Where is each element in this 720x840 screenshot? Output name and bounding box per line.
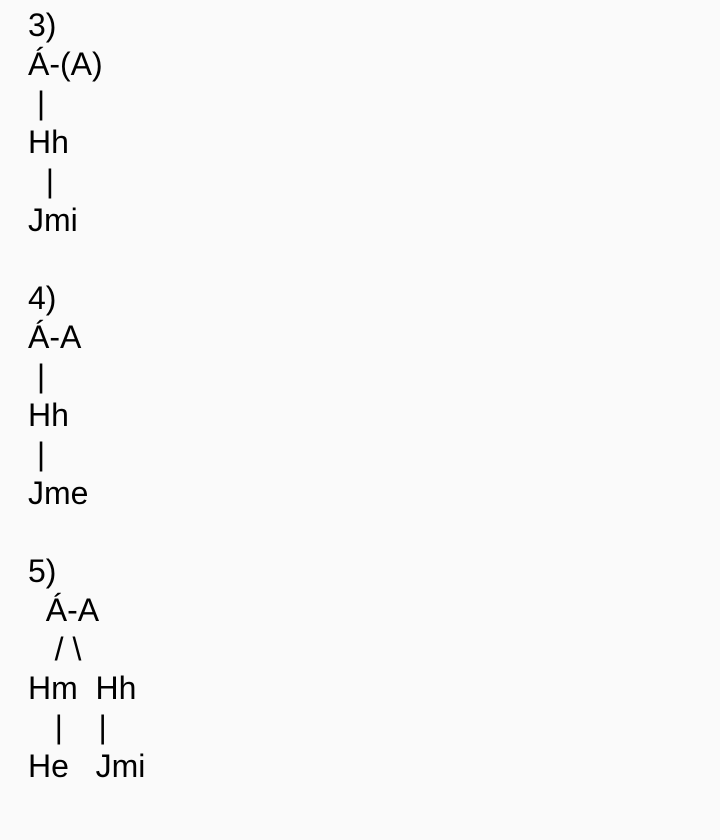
tree-root-node: Á-(A) xyxy=(28,46,103,82)
tree-middle-node: Hh xyxy=(28,397,69,433)
tree-branch-pipes: | | xyxy=(28,709,107,745)
tree-branch-pipe: | xyxy=(28,358,46,394)
tree-diagram-3 xyxy=(28,6,710,240)
tree-branch-pipe: | xyxy=(28,163,55,199)
tree-diagram-4 xyxy=(28,279,710,513)
tree-branch-pipe: | xyxy=(28,85,46,121)
tree-branch-pipe: | xyxy=(28,436,46,472)
tree-middle-nodes: Hm Hh xyxy=(28,670,137,706)
tree-diagram-5 xyxy=(28,552,710,786)
tree-leaf-nodes: He Jmi xyxy=(28,748,146,784)
tree-root-node: Á-A xyxy=(28,319,82,355)
tree-branch-slashes: / \ xyxy=(28,631,82,667)
section-number: 5) xyxy=(28,553,57,589)
section-number: 3) xyxy=(28,7,57,43)
tree-middle-node: Hh xyxy=(28,124,69,160)
tree-leaf-node: Jmi xyxy=(28,202,78,238)
tree-leaf-node: Jme xyxy=(28,475,89,511)
tree-root-node: Á-A xyxy=(28,592,100,628)
section-number: 4) xyxy=(28,280,57,316)
